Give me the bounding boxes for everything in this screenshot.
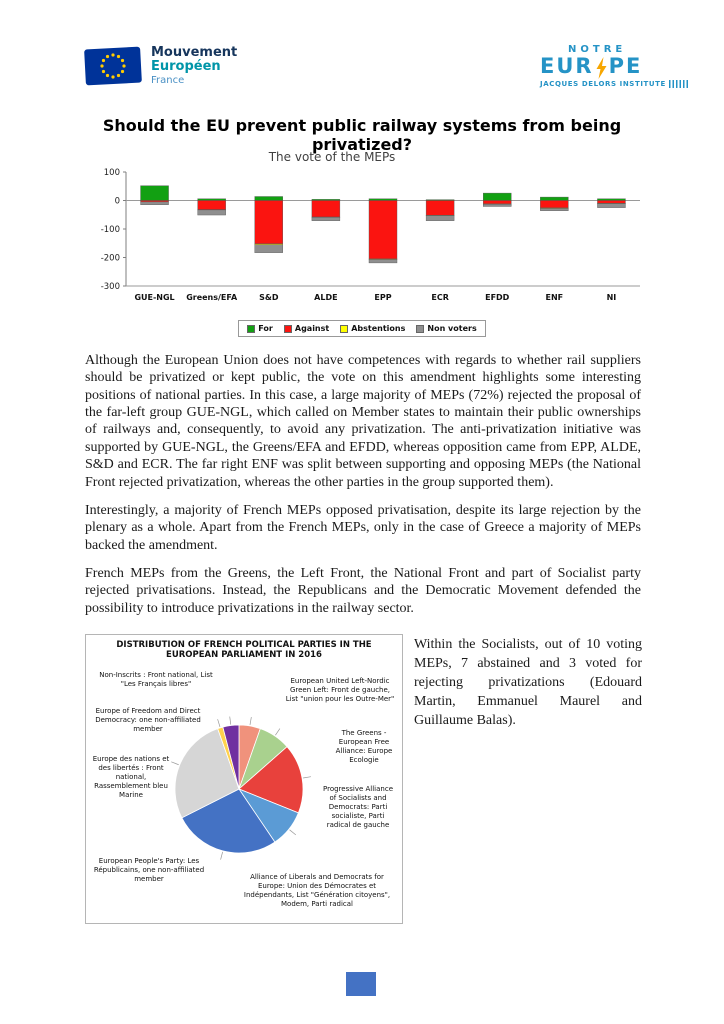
bar-segment — [369, 199, 397, 201]
legend-item — [247, 324, 273, 333]
category-label: Greens/EFA — [186, 293, 238, 302]
category-label: GUE-NGL — [134, 293, 175, 302]
eu-star — [102, 59, 105, 62]
legend-swatch — [247, 325, 255, 333]
chart-legend-box — [238, 320, 485, 337]
category-label: ECR — [431, 293, 449, 302]
logo-word-france: France — [151, 75, 185, 87]
bar-segment — [141, 202, 169, 205]
y-tick-label: -200 — [100, 253, 120, 264]
pie-label-enf: Europe des nations et des libertés : Front national, Rassemblement bleu Marine — [92, 755, 170, 800]
pie-leader-line — [303, 777, 311, 778]
category-label: EFDD — [485, 293, 510, 302]
legend-item — [340, 324, 405, 333]
bar-segment — [255, 245, 283, 253]
pie-label-gue-ngl: European United Left-Nordic Green Left: Front de gauche, List "union pour les Outre-Mer" — [285, 677, 395, 704]
paragraph-1: Although the European Union does not have competences with regards to whether rail suppliers should be privatized or kept public, the vote on this amendment highlights some interesting positions of national parties. In this case, a large majority of MEPs (72%) rejected the proposal of the far-left group GUE-NGL, which called on Member states to maintain their public ownerships of railways and, consequently, to avoid any privatization. The anti-privatization initiative was supported by GUE-NGL, the Greens/EFA and EFDD, whereas opposition came from EPP, ALDE, S&D and ECR. The far right ENF was split between supporting and opposing MEPs (the National Front rejected privatization, whereas the other parties in the group supported them). — [85, 353, 641, 490]
bar-segment — [426, 216, 454, 221]
notre-europe-logo — [540, 44, 705, 88]
bar-segment — [255, 201, 283, 244]
eu-star — [111, 76, 114, 79]
eu-star — [106, 55, 109, 58]
pie-leader-line — [218, 719, 220, 727]
page-title: Should the EU prevent public railway systems from being privatized? — [102, 116, 622, 154]
bar-segment — [312, 201, 340, 218]
bar-segment — [198, 210, 226, 215]
logo-word-europe — [540, 54, 705, 78]
logo-word-notre: NOTRE — [568, 44, 627, 55]
bar-segment — [540, 197, 568, 200]
eu-star — [121, 59, 124, 62]
eu-flag-icon — [84, 46, 142, 86]
eu-star — [117, 74, 120, 77]
legend-label: Non voters — [427, 324, 477, 333]
bar-segment — [483, 201, 511, 204]
eu-star — [121, 70, 124, 73]
y-tick-label: 0 — [114, 196, 120, 207]
pie-leader-line — [290, 830, 296, 835]
pie-label-efdd: Europe of Freedom and Direct Democracy: one non-affiliated member — [95, 707, 201, 734]
bar-chart-title: The vote of the MEPs — [268, 150, 396, 164]
bar-segment — [597, 199, 625, 201]
logo-word-mouvement: Mouvement — [151, 45, 238, 60]
pie-label-greens: The Greens - European Free Alliance: Europe Ecologie — [335, 729, 393, 765]
y-tick-label: 100 — [103, 168, 120, 178]
logo-word-pe: PE — [608, 54, 643, 78]
pie-leader-line — [221, 852, 223, 860]
legend-item — [416, 324, 476, 333]
eu-star — [122, 65, 125, 68]
pie-label-epp: European People's Party: Les Républicains, one non-affiliated member — [93, 857, 205, 884]
pie-leader-line — [275, 729, 279, 736]
bar-segment — [540, 208, 568, 210]
logo-word-institute: INSTITUTE — [619, 80, 666, 88]
legend-item — [284, 324, 329, 333]
logo-word-jacques-delors: JACQUES DELORS — [540, 80, 617, 88]
pie-label-socialists: Progressive Alliance of Socialists and Democrats: Parti socialiste, Parti radical de gauche — [323, 785, 393, 830]
mouvement-europeen-logo — [84, 46, 237, 87]
logo-institute-line — [540, 80, 705, 88]
barcode-icon — [669, 80, 689, 88]
bar-segment — [312, 217, 340, 220]
pie-chart-panel — [85, 634, 403, 924]
legend-label: For — [258, 324, 273, 333]
category-label: ENF — [545, 293, 564, 302]
bar-segment — [483, 204, 511, 206]
logo-word-eur: EUR — [540, 54, 594, 78]
legend-label: Abstentions — [351, 324, 406, 333]
category-label: NI — [606, 293, 617, 302]
bar-segment — [198, 201, 226, 210]
bar-segment — [255, 197, 283, 201]
bar-segment — [597, 204, 625, 208]
eu-star — [102, 70, 105, 73]
footer-page-marker — [346, 972, 376, 996]
y-tick-label: -100 — [100, 225, 120, 235]
paragraph-2: Interestingly, a majority of French MEPs opposed privatisation, despite its large rejection by the plenary as a whole. Apart from the French MEPs, only in the case of Greece a majority of MEPs backed the amendment. — [85, 502, 641, 553]
legend-label: Against — [294, 324, 330, 333]
pie-leader-line — [250, 717, 251, 725]
bar-segment — [198, 199, 226, 201]
bar-segment — [141, 186, 169, 201]
bar-segment — [369, 201, 397, 259]
bar-segment — [483, 193, 511, 200]
aside-paragraph: Within the Socialists, out of 10 voting MEPs, 7 abstained and 3 voted for rejecting privatizations (Edouard Martin, Emmanuel Maurel and Guillaume Balas). — [414, 637, 642, 728]
bar-segment — [540, 201, 568, 208]
mouvement-europeen-wordmark — [151, 46, 237, 87]
bar-segment — [141, 201, 169, 202]
y-tick-label: -300 — [100, 282, 120, 292]
category-label: S&D — [259, 293, 279, 302]
votes-bar-chart — [78, 164, 653, 309]
lightning-bolt-icon — [595, 57, 608, 79]
pie-label-alde: Alliance of Liberals and Democrats for Europe: Union des Démocrates et Indépendants, List "Génération citoyens", Modem, Parti radical — [243, 873, 391, 909]
bar-segment — [597, 201, 625, 204]
legend-swatch — [340, 325, 348, 333]
pie-label-non-inscrits: Non-Inscrits : Front national, List "Les Français libres" — [99, 671, 213, 689]
pie-leader-line — [230, 717, 231, 725]
pie-chart-title: DISTRIBUTION OF FRENCH POLITICAL PARTIES IN THE EUROPEAN PARLIAMENT IN 2016 — [116, 640, 372, 660]
pie-leader-line — [171, 762, 178, 765]
logo-word-europeen: Européen — [151, 59, 221, 75]
eu-star — [100, 65, 103, 68]
eu-star — [117, 55, 120, 58]
bar-segment — [369, 259, 397, 262]
eu-star — [106, 74, 109, 77]
legend-swatch — [284, 325, 292, 333]
category-label: EPP — [374, 293, 392, 302]
category-label: ALDE — [314, 293, 338, 302]
legend-swatch — [416, 325, 424, 333]
bar-segment — [426, 201, 454, 216]
eu-star — [111, 54, 114, 57]
body-text — [85, 352, 641, 628]
chart-legend — [0, 320, 724, 337]
paragraph-3: French MEPs from the Greens, the Left Front, the National Front and part of Socialist party rejected privatisations. Instead, the Republicans and the Democratic Movement defended the possibility to introduce privatizations in the railway sector. — [85, 565, 641, 616]
